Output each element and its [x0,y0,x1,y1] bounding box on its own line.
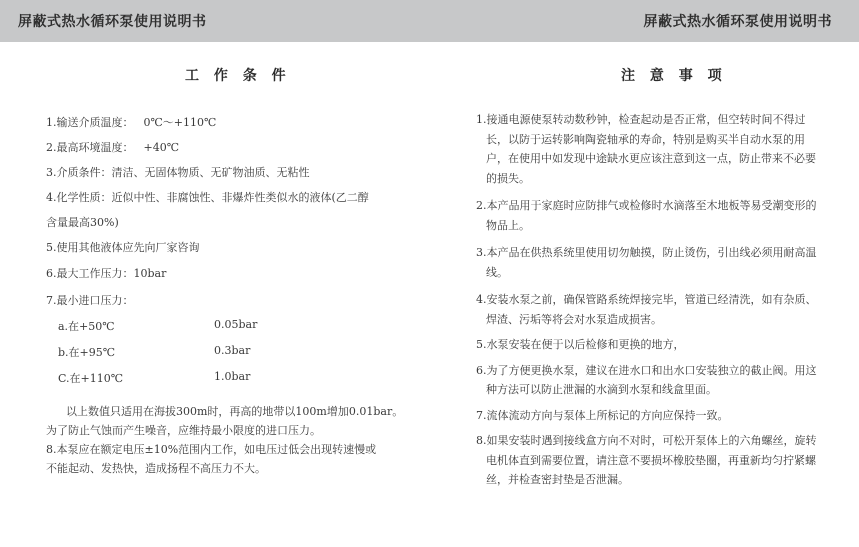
precaution-item [476,431,826,490]
precaution-line: 焊渣、污垢等将会对水泵造成损害。 [486,312,662,326]
condition-label: 7.最小进口压力： [46,294,134,307]
condition-label: 4.化学性质：近似中性、非腐蚀性、非爆炸性类似水的液体(乙二醇 [46,191,369,204]
precaution-line: 3.本产品在供热系统里使用切勿触摸，防止烫伤，引出线必须用耐高温 [476,246,817,259]
condition-label: 含量最高30%) [46,216,119,229]
precaution-item [476,243,826,282]
inlet-pressure-value: 1.0bar [214,370,251,383]
condition-value: 0℃～+110℃ [143,116,217,129]
header-title-left: 屏蔽式热水循环泵使用说明书 [18,14,207,30]
condition-item [46,292,134,308]
precaution-line: 7.流体流动方向与泵体上所标记的方向应保持一致。 [476,408,729,422]
condition-item [46,265,166,281]
precaution-item [476,335,826,355]
inlet-pressure-label: C.在+110℃ [58,372,124,385]
inlet-pressure-row [58,344,251,360]
inlet-pressure-label: a.在+50℃ [58,320,115,333]
precaution-line: 的损失。 [486,171,530,185]
note-line: 不能起动、发热快，造成扬程不高压力不大。 [46,462,266,475]
precaution-line: 6.为了方便更换水泵，建议在进水口和出水口安装独立的截止阀。用这 [476,363,817,377]
precautions-list [476,110,826,490]
precaution-line: 2.本产品用于家庭时应防排气或检修时水滴落至木地板等易受潮变形的 [476,199,817,212]
precaution-line: 长，以防于运转影响陶瓷轴承的寿命，特别是购买半自动水泵的用 [486,132,805,146]
precaution-item [476,110,826,188]
inlet-pressure-value: 0.3bar [214,344,251,357]
precaution-line: 线。 [486,265,508,279]
precaution-line: 8.如果安装时遇到接线盒方向不对时，可松开泵体上的六角螺丝，旋转 [476,434,817,447]
condition-item [46,114,216,130]
inlet-pressure-value: 0.05bar [214,318,258,331]
precaution-item [476,406,826,426]
note-line: 8.本泵应在额定电压±10%范围内工作，如电压过低会出现转速慢或 [46,443,377,456]
condition-label: 1.输送介质温度： [46,116,134,129]
precaution-item [476,361,826,400]
condition-item [46,139,179,155]
precaution-line: 丝，并检查密封垫是否泄漏。 [486,473,629,486]
section-title-precautions: 注 意 事 项 [621,68,727,84]
condition-value: +40℃ [143,141,180,154]
condition-item [46,214,119,230]
condition-label: 6.最大工作压力：10bar [46,267,167,280]
note-line: 以上数值只适用在海拔300m时，再高的地带以100m增加0.01bar。 [66,405,404,418]
condition-item [46,189,369,205]
inlet-pressure-row [58,370,251,386]
condition-item [46,164,310,180]
header-band [0,0,859,42]
condition-label: 2.最高环境温度： [46,141,134,154]
condition-item [46,239,200,255]
precaution-line: 种方法可以防止泄漏的水滴到水泵和线盒里面。 [486,383,717,396]
precaution-line: 物品上。 [486,218,530,232]
precaution-line: 4.安装水泵之前，确保管路系统焊接完毕，管道已经清洗，如有杂质、 [476,293,817,306]
condition-label: 3.介质条件：清洁、无固体物质、无矿物油质、无粘性 [46,166,310,179]
precaution-line: 5.水泵安装在便于以后检修和更换的地方， [476,338,685,351]
inlet-pressure-label: b.在+95℃ [58,346,116,359]
notes-paragraph [46,402,404,478]
precaution-line: 1.接通电源使泵转动数秒钟，检查起动是否正常，但空转时间不得过 [476,113,806,126]
precaution-item [476,290,826,329]
precaution-line: 户，在使用中如发现中途缺水更应该注意到这一点，防止带来不必要 [486,152,816,165]
section-title-working-conditions: 工 作 条 件 [185,68,291,84]
inlet-pressure-row [58,318,258,334]
note-line: 为了防止气蚀而产生噪音，应维持最小限度的进口压力。 [46,424,321,437]
condition-label: 5.使用其他液体应先向厂家咨询 [46,241,200,254]
precaution-item [476,196,826,235]
header-title-right: 屏蔽式热水循环泵使用说明书 [643,14,832,30]
precaution-line: 电机体直到需要位置，请注意不要损坏橡胶垫圈，再重新均匀拧紧螺 [486,453,816,467]
